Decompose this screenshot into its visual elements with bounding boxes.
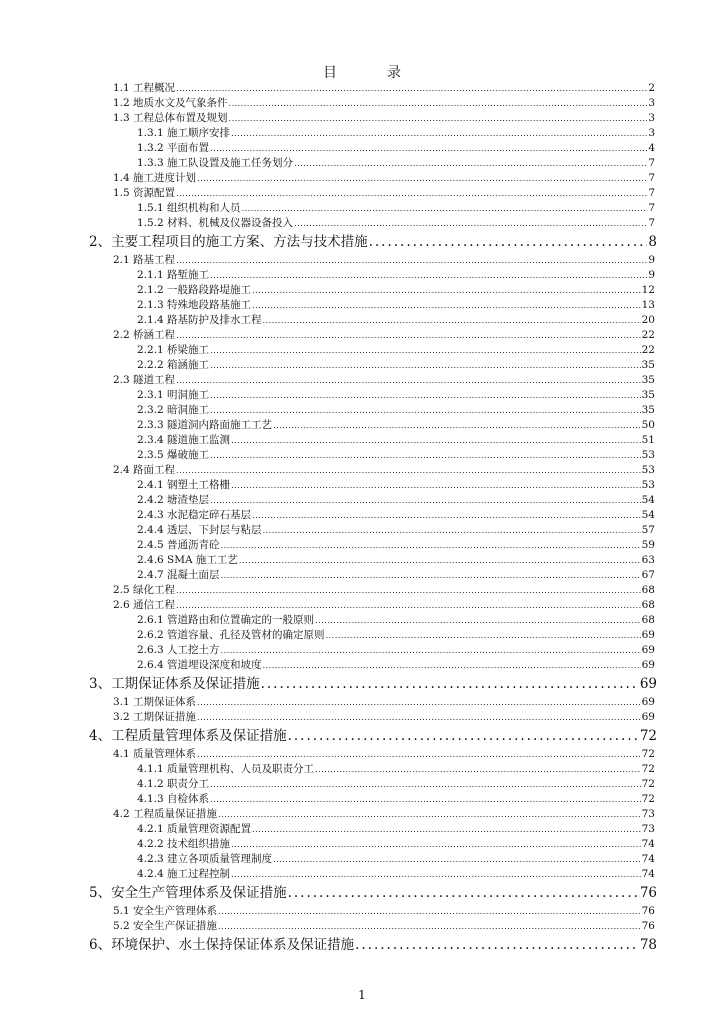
toc-entry-label: 2.3.2 暗洞施工 [137, 404, 210, 416]
toc-entry-page: 54 [641, 509, 655, 521]
toc-entry-label: 1.5 资源配置 [113, 187, 176, 199]
toc-entry-label: 1.3.2 平面布置 [137, 142, 210, 154]
dot-leader [197, 171, 647, 186]
toc-entry-page: 7 [648, 187, 655, 199]
toc-entry[interactable] [0, 852, 724, 867]
toc-entry[interactable] [0, 777, 724, 792]
toc-entry-label: 2.4.6 SMA 施工工艺 [137, 554, 238, 566]
toc-entry-page: 72 [639, 728, 657, 744]
toc-entry[interactable] [0, 837, 724, 852]
toc-entry[interactable] [0, 253, 724, 268]
toc-entry-label: 1.1 工程概况 [113, 82, 176, 94]
toc-entry[interactable] [0, 710, 724, 725]
dot-leader [210, 792, 641, 807]
toc-entry[interactable] [0, 111, 724, 126]
toc-entry-page: 63 [641, 554, 655, 566]
toc-entry[interactable] [0, 418, 724, 433]
toc-entry[interactable] [0, 792, 724, 807]
toc-entry-label: 1.5.2 材料、机械及仪器设备投入 [137, 217, 294, 229]
toc-entry-label: 2.2.2 箱涵施工 [137, 359, 210, 371]
toc-entry-page: 22 [641, 329, 655, 341]
toc-entry-page: 7 [648, 157, 655, 169]
toc-entry-page: 53 [641, 479, 655, 491]
toc-entry-page: 2 [648, 82, 655, 94]
toc-entry-label: 2.1.4 路基防护及排水工程 [137, 314, 262, 326]
toc-entry-label: 2.6.3 人工挖土方 [137, 644, 220, 656]
toc-entry-label: 3.2 工期保证措施 [113, 711, 197, 723]
toc-entry-page: 13 [641, 299, 655, 311]
toc-entry-label: 2.4.7 混凝土面层 [137, 569, 220, 581]
toc-entry-label: 2.2.1 桥梁施工 [137, 344, 210, 356]
toc-entry[interactable] [0, 628, 724, 643]
toc-entry-page: 53 [641, 464, 655, 476]
toc-entry[interactable] [0, 313, 724, 328]
toc-entry-page: 3 [648, 112, 655, 124]
toc-entry-label: 2、主要工程项目的施工方案、方法与技术措施 [89, 234, 368, 250]
toc-entry-page: 3 [648, 127, 655, 139]
toc-entry-page: 69 [641, 696, 655, 708]
dot-leader [210, 777, 641, 792]
toc-entry[interactable] [0, 598, 724, 613]
toc-entry-label: 1.3.3 施工队设置及施工任务划分 [137, 157, 294, 169]
dot-leader [239, 553, 641, 568]
dot-leader [176, 186, 647, 201]
toc-title: 目 录 [323, 65, 419, 81]
dot-leader [294, 156, 647, 171]
toc-entry-page: 20 [641, 314, 655, 326]
dot-leader [231, 433, 641, 448]
dot-leader [221, 643, 641, 658]
toc-entry-page: 53 [641, 449, 655, 461]
dot-leader [273, 852, 641, 867]
dot-leader [261, 673, 639, 695]
toc-entry[interactable] [0, 762, 724, 777]
toc-entry-label: 2.6 通信工程 [113, 599, 176, 611]
toc-entry-page: 67 [641, 569, 655, 581]
toc-entry-label: 1.5.1 组织机构和人员 [137, 202, 241, 214]
toc-entry-page: 68 [641, 584, 655, 596]
toc-entry-label: 2.4.4 透层、下封层与粘层 [137, 524, 262, 536]
toc-entry[interactable] [0, 388, 724, 403]
toc-entry-label: 1.4 施工进度计划 [113, 172, 197, 184]
toc-entry-label: 5.2 安全生产保证措施 [113, 920, 218, 932]
toc-entry-label: 5.1 安全生产管理体系 [113, 905, 218, 917]
toc-entry[interactable] [0, 171, 724, 186]
dot-leader [176, 583, 641, 598]
dot-leader [221, 568, 641, 583]
dot-leader [231, 126, 647, 141]
toc-entry-page: 4 [648, 142, 655, 154]
dot-leader [176, 253, 647, 268]
toc-entry-label: 2.3.3 隧道洞内路面施工工艺 [137, 419, 273, 431]
toc-entry-label: 2.4.5 普通沥青砼 [137, 539, 220, 551]
toc-entry-label: 1.2 地质水文及气象条件 [113, 97, 228, 109]
toc-entry-label: 2.6.4 管道埋设深度和坡度 [137, 659, 262, 671]
dot-leader [210, 448, 641, 463]
toc-entry-page: 72 [641, 793, 655, 805]
dot-leader [369, 231, 648, 253]
toc-entry-page: 7 [648, 202, 655, 214]
toc-entry[interactable] [0, 538, 724, 553]
dot-leader [252, 822, 641, 837]
toc-entry-label: 2.4.3 水泥稳定碎石基层 [137, 509, 252, 521]
dot-leader [197, 695, 641, 710]
dot-leader [263, 523, 641, 538]
toc-entry[interactable] [0, 433, 724, 448]
toc-entry[interactable] [0, 268, 724, 283]
toc-entry[interactable] [0, 201, 724, 216]
toc-entry[interactable] [0, 156, 724, 171]
dot-leader [210, 403, 641, 418]
dot-leader [294, 216, 647, 231]
toc-entry-page: 9 [648, 254, 655, 266]
toc-entry[interactable] [0, 867, 724, 882]
toc-entry-label: 2.4.1 钢塑土工格栅 [137, 479, 231, 491]
toc-entry[interactable] [0, 643, 724, 658]
dot-leader [355, 934, 639, 956]
toc-entry-label: 4.2.4 施工过程控制 [137, 868, 231, 880]
dot-leader [210, 268, 647, 283]
toc-entry[interactable] [0, 448, 724, 463]
toc-entry-page: 9 [648, 269, 655, 281]
toc-entry-label: 4.1 质量管理体系 [113, 748, 197, 760]
toc-entry-page: 8 [648, 234, 657, 250]
toc-entry-page: 35 [641, 389, 655, 401]
toc-entry-page: 12 [641, 284, 655, 296]
dot-leader [242, 201, 648, 216]
dot-leader [197, 710, 641, 725]
toc-entry[interactable] [0, 373, 724, 388]
toc-entry[interactable] [0, 919, 724, 934]
toc-entry-label: 2.6.1 管道路由和位置确定的一般原则 [137, 614, 315, 626]
toc-entry-page: 76 [639, 885, 657, 901]
dot-leader [252, 298, 641, 313]
toc-entry-label: 2.3.5 爆破施工 [137, 449, 210, 461]
dot-leader [210, 388, 641, 403]
toc-entry-label: 4.2.3 建立各项质量管理制度 [137, 853, 273, 865]
toc-entry-page: 76 [641, 905, 655, 917]
toc-entry-label: 1.3 工程总体布置及规划 [113, 112, 228, 124]
toc-entry-label: 2.1 路基工程 [113, 254, 176, 266]
dot-leader [176, 598, 641, 613]
toc-entry[interactable] [0, 725, 724, 747]
toc-entry-label: 3.1 工期保证体系 [113, 696, 197, 708]
toc-entry-page: 35 [641, 374, 655, 386]
dot-leader [288, 725, 639, 747]
toc-entry-label: 3、工期保证体系及保证措施 [89, 676, 260, 692]
dot-leader [210, 141, 647, 156]
toc-entry-label: 6、环境保护、水土保持保证体系及保证措施 [89, 937, 355, 953]
table-of-contents [0, 81, 724, 956]
toc-entry-page: 35 [641, 359, 655, 371]
toc-entry-page: 3 [648, 97, 655, 109]
toc-entry[interactable] [0, 343, 724, 358]
toc-entry-page: 73 [641, 808, 655, 820]
dot-leader [231, 478, 641, 493]
dot-leader [218, 904, 641, 919]
dot-leader [176, 328, 641, 343]
toc-entry-label: 4.1.3 自检体系 [137, 793, 210, 805]
toc-entry-label: 4.2 工程质量保证措施 [113, 808, 218, 820]
toc-entry-label: 2.3 隧道工程 [113, 374, 176, 386]
toc-entry-page: 74 [641, 853, 655, 865]
toc-entry-label: 2.1.1 路堑施工 [137, 269, 210, 281]
toc-entry[interactable] [0, 822, 724, 837]
toc-entry-page: 22 [641, 344, 655, 356]
toc-entry-label: 2.4 路面工程 [113, 464, 176, 476]
dot-leader [263, 658, 641, 673]
toc-entry[interactable] [0, 478, 724, 493]
dot-leader [229, 96, 648, 111]
toc-entry[interactable] [0, 568, 724, 583]
toc-entry-page: 59 [641, 539, 655, 551]
toc-entry-page: 72 [641, 748, 655, 760]
dot-leader [315, 762, 641, 777]
toc-entry[interactable] [0, 807, 724, 822]
toc-entry-page: 74 [641, 838, 655, 850]
dot-leader [176, 81, 647, 96]
toc-entry[interactable] [0, 673, 724, 695]
dot-leader [229, 111, 648, 126]
dot-leader [210, 343, 641, 358]
toc-entry-page: 72 [641, 763, 655, 775]
toc-entry[interactable] [0, 523, 724, 538]
toc-entry[interactable] [0, 695, 724, 710]
dot-leader [176, 463, 641, 478]
toc-entry-label: 2.3.4 隧道施工监测 [137, 434, 231, 446]
toc-entry[interactable] [0, 553, 724, 568]
toc-entry-page: 68 [641, 599, 655, 611]
toc-entry[interactable] [0, 747, 724, 762]
toc-entry-page: 69 [641, 659, 655, 671]
toc-entry-label: 2.1.2 一般路段路堤施工 [137, 284, 252, 296]
toc-entry-page: 68 [641, 614, 655, 626]
toc-entry-label: 1.3.1 施工顺序安排 [137, 127, 231, 139]
toc-entry[interactable] [0, 508, 724, 523]
toc-entry-page: 50 [641, 419, 655, 431]
toc-entry-label: 4、工程质量管理体系及保证措施 [89, 728, 287, 744]
toc-entry-label: 2.3.1 明洞施工 [137, 389, 210, 401]
dot-leader [218, 807, 641, 822]
toc-entry[interactable] [0, 463, 724, 478]
toc-entry-page: 7 [648, 217, 655, 229]
toc-entry-label: 2.6.2 管道容量、孔径及管材的确定原则 [137, 629, 325, 641]
toc-entry-label: 4.2.2 技术组织措施 [137, 838, 231, 850]
toc-entry[interactable] [0, 283, 724, 298]
toc-entry-page: 57 [641, 524, 655, 536]
toc-entry-label: 2.4.2 塘渣垫层 [137, 494, 210, 506]
toc-entry-label: 2.1.3 特殊地段路基施工 [137, 299, 252, 311]
toc-entry[interactable] [0, 613, 724, 628]
toc-entry-page: 35 [641, 404, 655, 416]
toc-entry[interactable] [0, 358, 724, 373]
dot-leader [252, 283, 641, 298]
dot-leader [263, 313, 641, 328]
toc-entry[interactable] [0, 126, 724, 141]
dot-leader [231, 837, 641, 852]
dot-leader [221, 538, 641, 553]
toc-entry-label: 2.2 桥涵工程 [113, 329, 176, 341]
toc-entry-page: 7 [648, 172, 655, 184]
toc-entry[interactable] [0, 141, 724, 156]
toc-entry[interactable] [0, 493, 724, 508]
dot-leader [326, 628, 641, 643]
toc-entry[interactable] [0, 96, 724, 111]
toc-entry-label: 5、安全生产管理体系及保证措施 [89, 885, 287, 901]
dot-leader [315, 613, 641, 628]
dot-leader [288, 882, 639, 904]
toc-entry[interactable] [0, 231, 724, 253]
dot-leader [197, 747, 641, 762]
toc-entry[interactable] [0, 904, 724, 919]
dot-leader [273, 418, 641, 433]
toc-entry-page: 69 [641, 711, 655, 723]
toc-entry-page: 69 [639, 676, 657, 692]
toc-entry[interactable] [0, 403, 724, 418]
toc-entry-page: 78 [639, 937, 657, 953]
dot-leader [252, 508, 641, 523]
toc-entry-label: 4.1.1 质量管理机构、人员及职责分工 [137, 763, 315, 775]
toc-entry-label: 4.2.1 质量管理资源配置 [137, 823, 252, 835]
dot-leader [176, 373, 641, 388]
dot-leader [210, 493, 641, 508]
toc-entry-page: 73 [641, 823, 655, 835]
page-number: 1 [358, 988, 366, 1002]
toc-entry[interactable] [0, 216, 724, 231]
toc-entry[interactable] [0, 186, 724, 201]
dot-leader [210, 358, 641, 373]
toc-entry[interactable] [0, 658, 724, 673]
toc-entry[interactable] [0, 882, 724, 904]
toc-entry[interactable] [0, 328, 724, 343]
toc-entry-page: 76 [641, 920, 655, 932]
toc-entry-page: 54 [641, 494, 655, 506]
dot-leader [231, 867, 641, 882]
toc-entry[interactable] [0, 934, 724, 956]
toc-entry-page: 72 [641, 778, 655, 790]
toc-entry-page: 69 [641, 644, 655, 656]
toc-entry[interactable] [0, 81, 724, 96]
toc-entry-page: 51 [641, 434, 655, 446]
dot-leader [218, 919, 641, 934]
toc-entry-label: 2.5 绿化工程 [113, 584, 176, 596]
toc-entry-page: 74 [641, 868, 655, 880]
toc-entry[interactable] [0, 583, 724, 598]
toc-entry-page: 69 [641, 629, 655, 641]
toc-entry-label: 4.1.2 职责分工 [137, 778, 210, 790]
toc-entry[interactable] [0, 298, 724, 313]
